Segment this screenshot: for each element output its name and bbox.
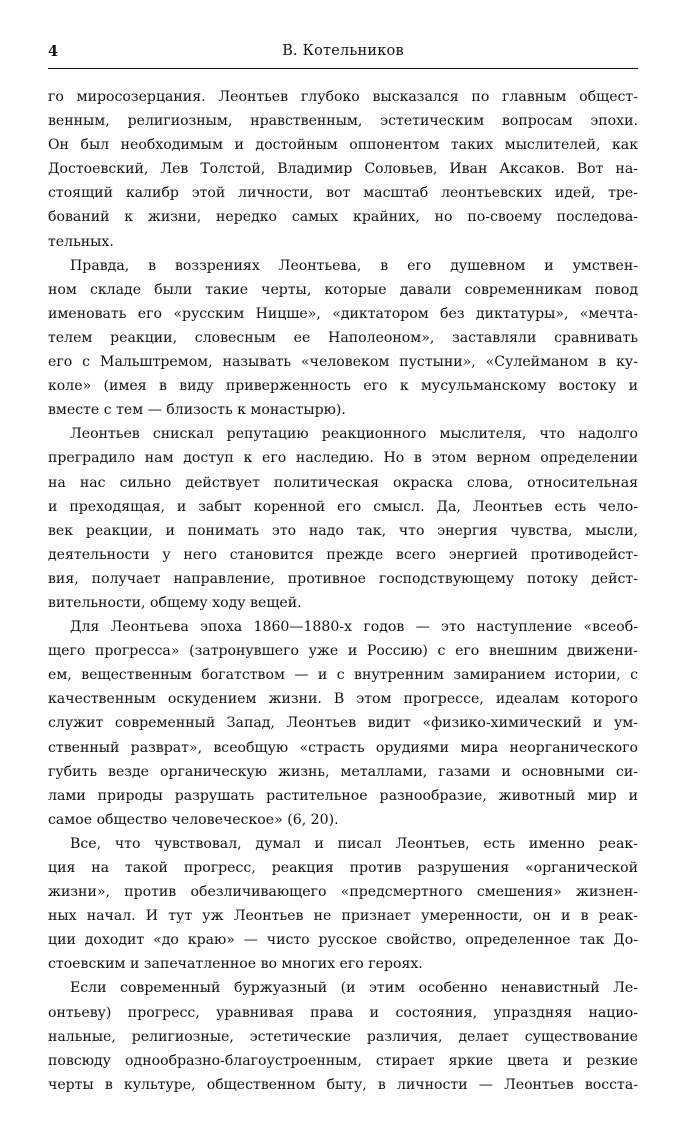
- text-line: ных начал. И тут уж Леонтьев не признает умеренности, он и в реак-: [48, 908, 638, 925]
- text-line: ем, вещественным богатством — и с внутренним замиранием истории, с: [48, 667, 638, 684]
- text-line: вительности, общему ходу вещей.: [48, 594, 302, 611]
- paragraph-6: [48, 976, 638, 1096]
- text-line: ция на такой прогресс, реакция против разрушения «органической: [48, 860, 638, 876]
- text-line: нальные, религиозные, эстетические различия, делает существование: [48, 1028, 638, 1045]
- text-line: самое общество человеческое» (6, 20).: [48, 811, 339, 828]
- body-text: [48, 85, 638, 1097]
- text-line: Все, что чувствовал, думал и писал Леонтьев, есть именно реак-: [70, 835, 638, 852]
- paragraph-4: [48, 615, 638, 832]
- page-header: [48, 40, 638, 64]
- text-line: Если современный буржуазный (и этим особенно ненавистный Ле-: [70, 980, 638, 997]
- text-line: телем реакции, словесным ее Наполеоном», заставляли сравнивать: [48, 329, 638, 346]
- text-line: стоевским и запечатленное во многих его героях.: [48, 956, 423, 973]
- text-line: деятельности у него становится прежде всего энергией противодейст-: [48, 546, 638, 563]
- text-line: служит современный Запад, Леонтьев видит «физико-химический и ум-: [48, 715, 638, 732]
- text-line: бований к жизни, нередко самых крайних, но по-своему последова-: [48, 209, 638, 226]
- text-line: его с Мальштремом, называть «человеком пустыни», «Сулейманом в ку-: [48, 354, 638, 371]
- text-line: вместе с тем — близость к монастырю).: [48, 402, 346, 419]
- text-line: именовать его «русским Ницше», «диктатором без диктатуры», «мечта-: [48, 305, 638, 322]
- text-line: жизни», против обезличивающего «предсмертного смешения» жизнен-: [48, 884, 638, 901]
- text-line: коле» (имея в виду приверженность его к мусульманскому востоку и: [48, 378, 638, 395]
- text-line: онтьеву) прогресс, уравнивая права и состояния, упраздняя нацио-: [48, 1004, 638, 1021]
- text-line: губить везде органическую жизнь, металлами, газами и основными си-: [48, 763, 638, 780]
- paragraph-5: [48, 832, 638, 977]
- text-line: качественным оскудением жизни. В этом прогрессе, идеалам которого: [48, 691, 638, 708]
- paragraph-3: [48, 422, 638, 615]
- text-line: ственный разврат», всеобщую «страсть орудиями мира неорганического: [48, 739, 638, 756]
- text-line: ции доходит «до краю» — чисто русское свойство, определенное так До-: [48, 932, 638, 949]
- text-line: Леонтьев снискал репутацию реакционного мыслителя, что надолго: [70, 426, 638, 443]
- text-line: стоящий калибр этой личности, вот масштаб леонтьевских идей, тре-: [48, 185, 638, 202]
- text-line: повсюду однообразно-благоустроенным, стирает яркие цвета и резкие: [48, 1052, 638, 1069]
- header-rule: [48, 68, 638, 69]
- book-page: [48, 40, 638, 1097]
- text-line: Он был необходимым и достойным оппонентом таких мыслителей, как: [48, 137, 638, 154]
- text-line: черты в культуре, общественном быту, в личности — Леонтьев восста-: [48, 1076, 638, 1093]
- text-line: го миросозерцания. Леонтьев глубоко высказался по главным общест-: [48, 89, 638, 105]
- text-line: на нас сильно действует политическая окраска слова, относительная: [48, 474, 638, 491]
- text-line: Достоевский, Лев Толстой, Владимир Соловьев, Иван Аксаков. Вот на-: [48, 161, 638, 178]
- text-line: Для Леонтьева эпоха 1860—1880-х годов — это наступление «всеоб-: [70, 619, 638, 636]
- text-line: венным, религиозным, нравственным, эстетическим вопросам эпохи.: [48, 113, 638, 130]
- text-line: век реакции, и понимать это надо так, что энергия чувства, мысли,: [48, 522, 638, 539]
- text-line: Правда, в воззрениях Леонтьева, в его душевном и умствен-: [70, 257, 638, 274]
- text-line: тельных.: [48, 233, 114, 250]
- text-line: преградило нам доступ к его наследию. Но в этом верном определении: [48, 450, 638, 467]
- paragraph-2: [48, 254, 638, 423]
- text-line: ном складе были такие черты, которые давали современникам повод: [48, 281, 638, 298]
- text-line: щего прогресса» (затронувшего уже и Россию) с его внешним движени-: [48, 643, 638, 660]
- page-number: 4: [48, 43, 59, 60]
- text-line: лами природы разрушать растительное разнообразие, животный мир и: [48, 787, 638, 804]
- paragraph-1: [48, 85, 638, 254]
- text-line: и преходящая, и забыт коренной его смысл. Да, Леонтьев есть чело-: [48, 498, 638, 515]
- running-head: В. Котельников: [282, 43, 404, 59]
- text-line: вия, получает направление, противное господствующему потоку дейст-: [48, 570, 638, 587]
